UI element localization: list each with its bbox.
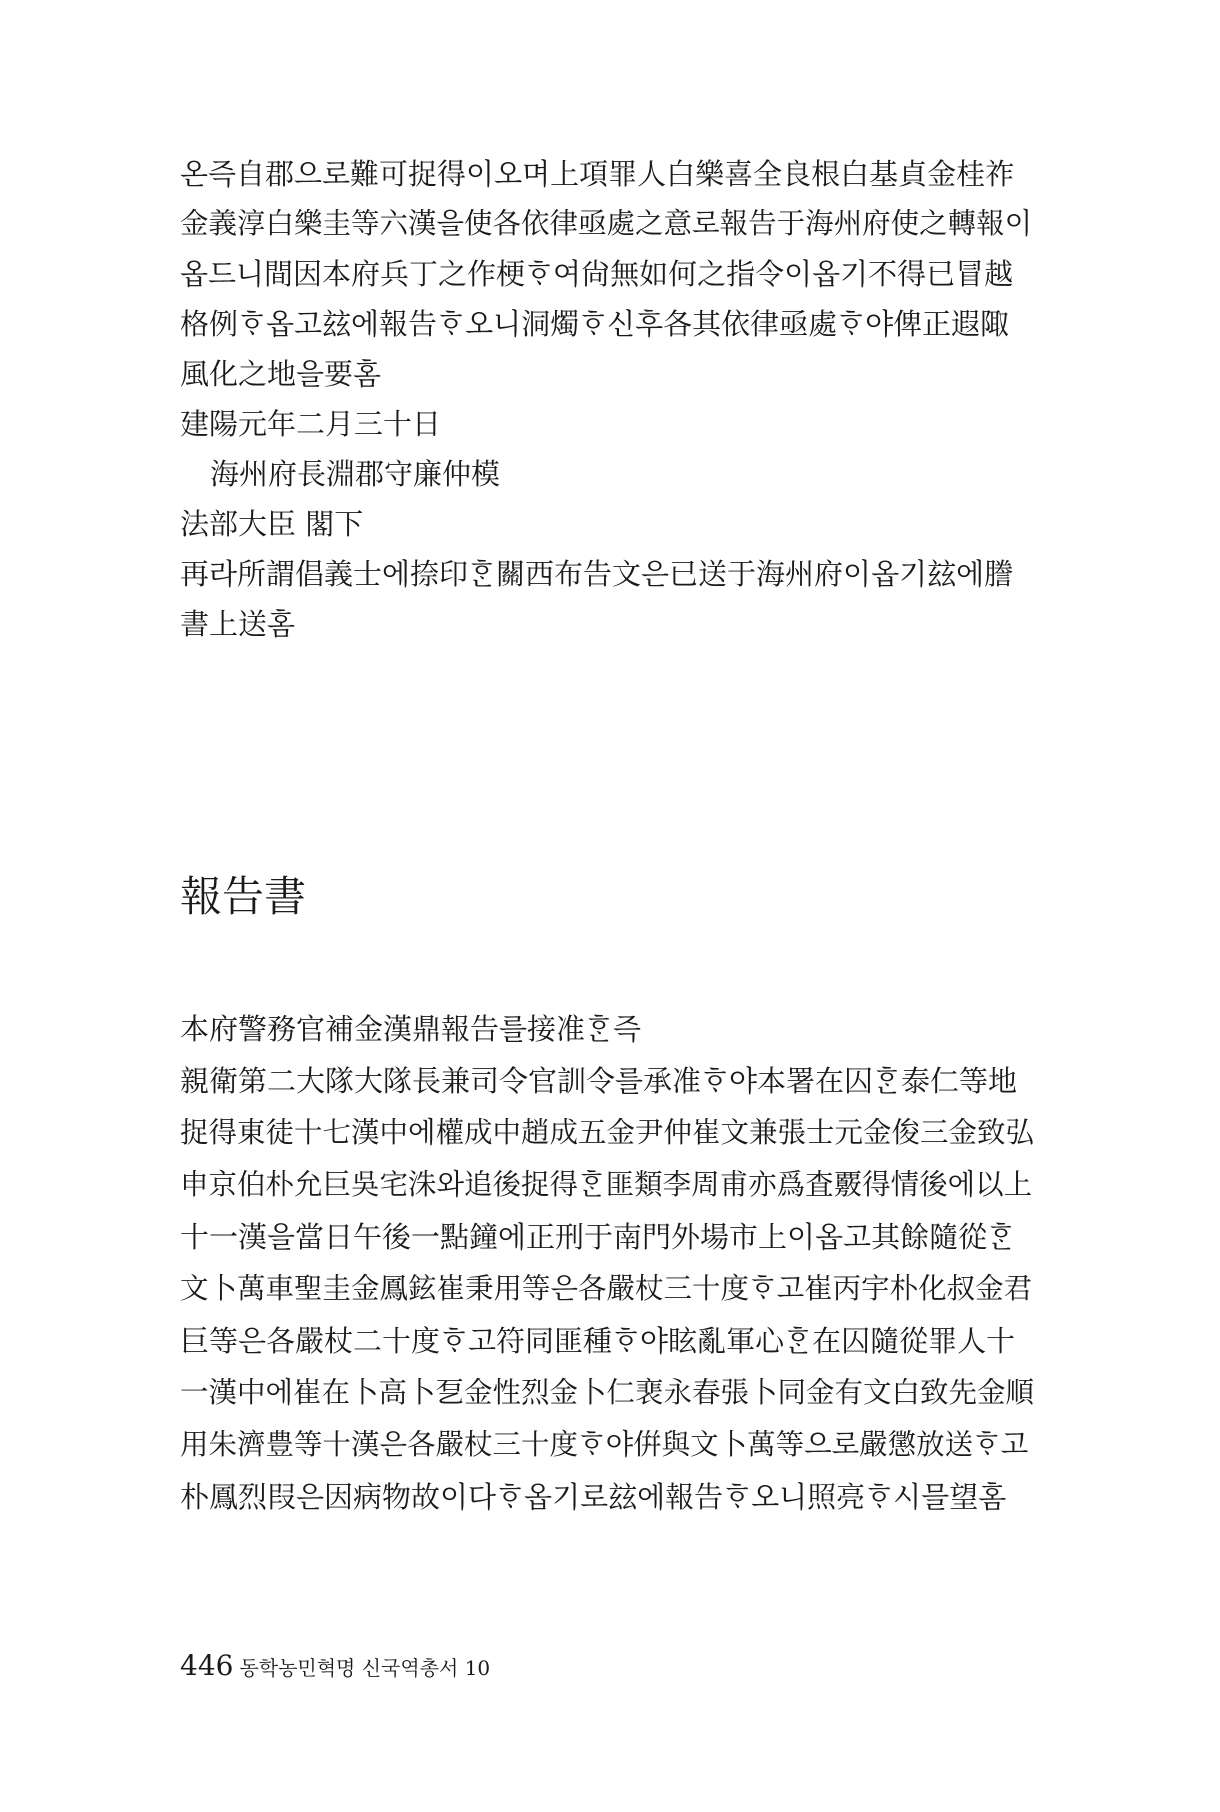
postscript-line: 書上送홈	[180, 607, 296, 641]
body-line: 用朱濟豊等十漢은各嚴杖三十度ᄒᆞ야倂與文卜萬等으로嚴懲放送ᄒᆞ고	[180, 1428, 1029, 1461]
body-line: 옵드니間因本府兵丁之作梗ᄒᆞ여尙無如何之指令이옵기不得已冒越	[180, 257, 1014, 291]
date-line: 建陽元年二月三十日	[180, 407, 442, 441]
body-line: 金義淳白樂圭等六漢을使各依律亟處之意로報告于海州府使之轉報이	[180, 207, 1033, 240]
page-number: 446	[180, 1649, 234, 1682]
body-line: 온즉自郡으로難可捉得이오며上項罪人白樂喜全良根白基貞金桂祚	[180, 157, 1015, 191]
recipient-line: 法部大臣 閣下	[180, 507, 364, 541]
sender-line: 海州府長淵郡守廉仲模	[210, 457, 501, 491]
body-line: 親衛第二大隊大隊長兼司令官訓令를承准ᄒᆞ야本署在囚ᄒᆞᆫ泰仁等地	[180, 1064, 1018, 1098]
section-heading: 報告書	[180, 872, 307, 921]
postscript-line: 再라所謂倡義士에捺印ᄒᆞᆫ關西布告文은已送于海州府이옵기玆에謄	[180, 557, 1014, 591]
body-line: 本府警務官補金漢鼎報告를接准ᄒᆞᆫ즉	[180, 1012, 642, 1046]
book-title: 동학농민혁명 신국역총서 10	[239, 1656, 491, 1680]
body-line: 十一漢을當日午後一點鐘에正刑于南門外場市上이옵고其餘隨從ᄒᆞᆫ	[180, 1220, 1016, 1254]
body-line: 一漢中에崔在卜高卜乭金性烈金卜仁裵永春張卜同金有文白致先金順	[180, 1376, 1035, 1409]
body-line: 捉得東徒十七漢中에權成中趙成五金尹仲崔文兼張士元金俊三金致弘	[180, 1116, 1035, 1149]
page-footer	[180, 1650, 490, 1686]
body-line: 風化之地을要홈	[180, 357, 382, 391]
body-line: 格例ᄒᆞ옵고玆에報告ᄒᆞ오니洞燭ᄒᆞ신후各其依律亟處ᄒᆞ야俾正遐陬	[180, 307, 1010, 341]
body-line: 文卜萬車聖圭金鳳鉉崔秉用等은各嚴杖三十度ᄒᆞ고崔丙宇朴化叔金君	[180, 1272, 1033, 1305]
body-line: 申京伯朴允巨吳宅洙와追後捉得ᄒᆞᆫ匪類李周甫亦爲査覈得情後에以上	[180, 1168, 1033, 1201]
body-line: 朴鳳烈叚은因病物故이다ᄒᆞ옵기로玆에報告ᄒᆞ오니照亮ᄒᆞ시믈望홈	[180, 1480, 1007, 1514]
body-line: 巨等은各嚴杖二十度ᄒᆞ고符同匪種ᄒᆞ야眩亂軍心ᄒᆞᆫ在囚隨從罪人十	[180, 1324, 1016, 1358]
